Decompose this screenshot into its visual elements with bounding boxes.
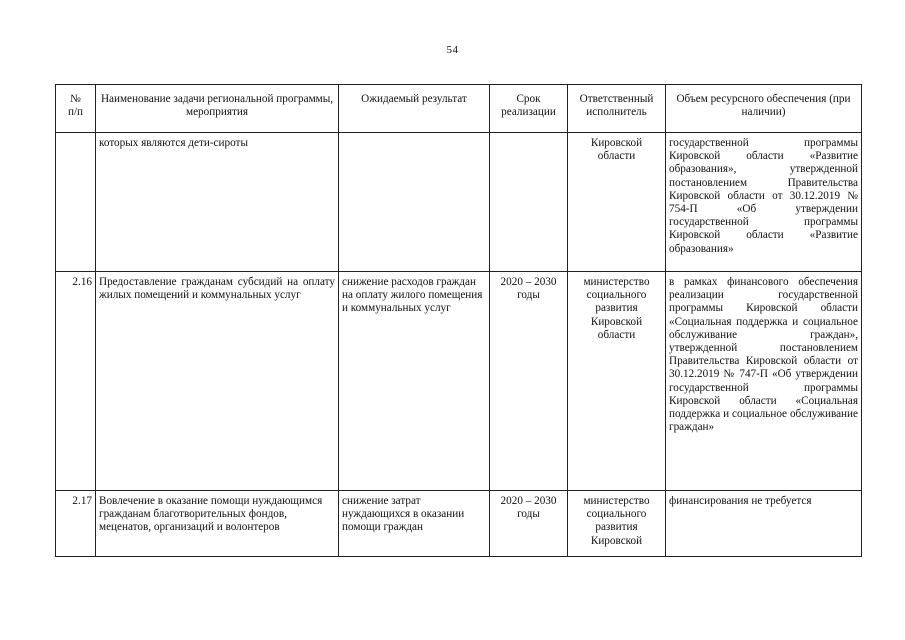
row-responsible: министерство социального развития Кировской области: [568, 272, 666, 491]
table-row: [56, 491, 862, 557]
row-term: 2020 – 2030 годы: [490, 491, 568, 557]
row-term: 2020 – 2030 годы: [490, 272, 568, 491]
table-row: [56, 133, 862, 272]
header-responsible: Ответственный исполнитель: [568, 85, 666, 133]
row-task: Вовлечение в оказание помощи нуждающимся гражданам благотворительных фондов, меценатов, организаций и волонтеров: [96, 491, 339, 557]
row-task: которых являются дети-сироты: [96, 133, 339, 272]
row-term: [490, 133, 568, 272]
row-resources: финансирования не требуется: [666, 491, 862, 557]
program-table: [55, 84, 862, 557]
row-result: снижение расходов граждан на оплату жилого помещения и коммунальных услуг: [339, 272, 490, 491]
row-num: 2.17: [56, 491, 96, 557]
table-row: [56, 272, 862, 491]
header-term: Срок реализации: [490, 85, 568, 133]
page-number: 54: [446, 44, 459, 56]
header-task: Наименование задачи региональной программы, мероприятия: [96, 85, 339, 133]
row-num: 2.16: [56, 272, 96, 491]
row-result: снижение затрат нуждающихся в оказании помощи граждан: [339, 491, 490, 557]
header-result: Ожидаемый результат: [339, 85, 490, 133]
row-result: [339, 133, 490, 272]
row-task: Предоставление гражданам субсидий на оплату жилых помещений и коммунальных услуг: [96, 272, 339, 491]
row-num: [56, 133, 96, 272]
header-num: № п/п: [56, 85, 96, 133]
table-header-row: [56, 85, 862, 133]
row-responsible: Кировской области: [568, 133, 666, 272]
header-resources: Объем ресурсного обеспечения (при наличии): [666, 85, 862, 133]
row-responsible: министерство социального развития Кировской: [568, 491, 666, 557]
row-resources: в рамках финансового обеспечения реализации государственной программы Кировской области «Социальная поддержка и социальное обслуживание граждан», утвержденной постановлением Правительства Кировской области от 30.12.2019 № 747-П «Об утверждении государственной программы Кировской области «Социальная поддержка и социальное обслуживание граждан»: [666, 272, 862, 491]
row-resources: государственной программы Кировской области «Развитие образования», утвержденной постановлением Правительства Кировской области от 30.12.2019 № 754-П «Об утверждении государственной программы Кировской области «Развитие образования»: [666, 133, 862, 272]
